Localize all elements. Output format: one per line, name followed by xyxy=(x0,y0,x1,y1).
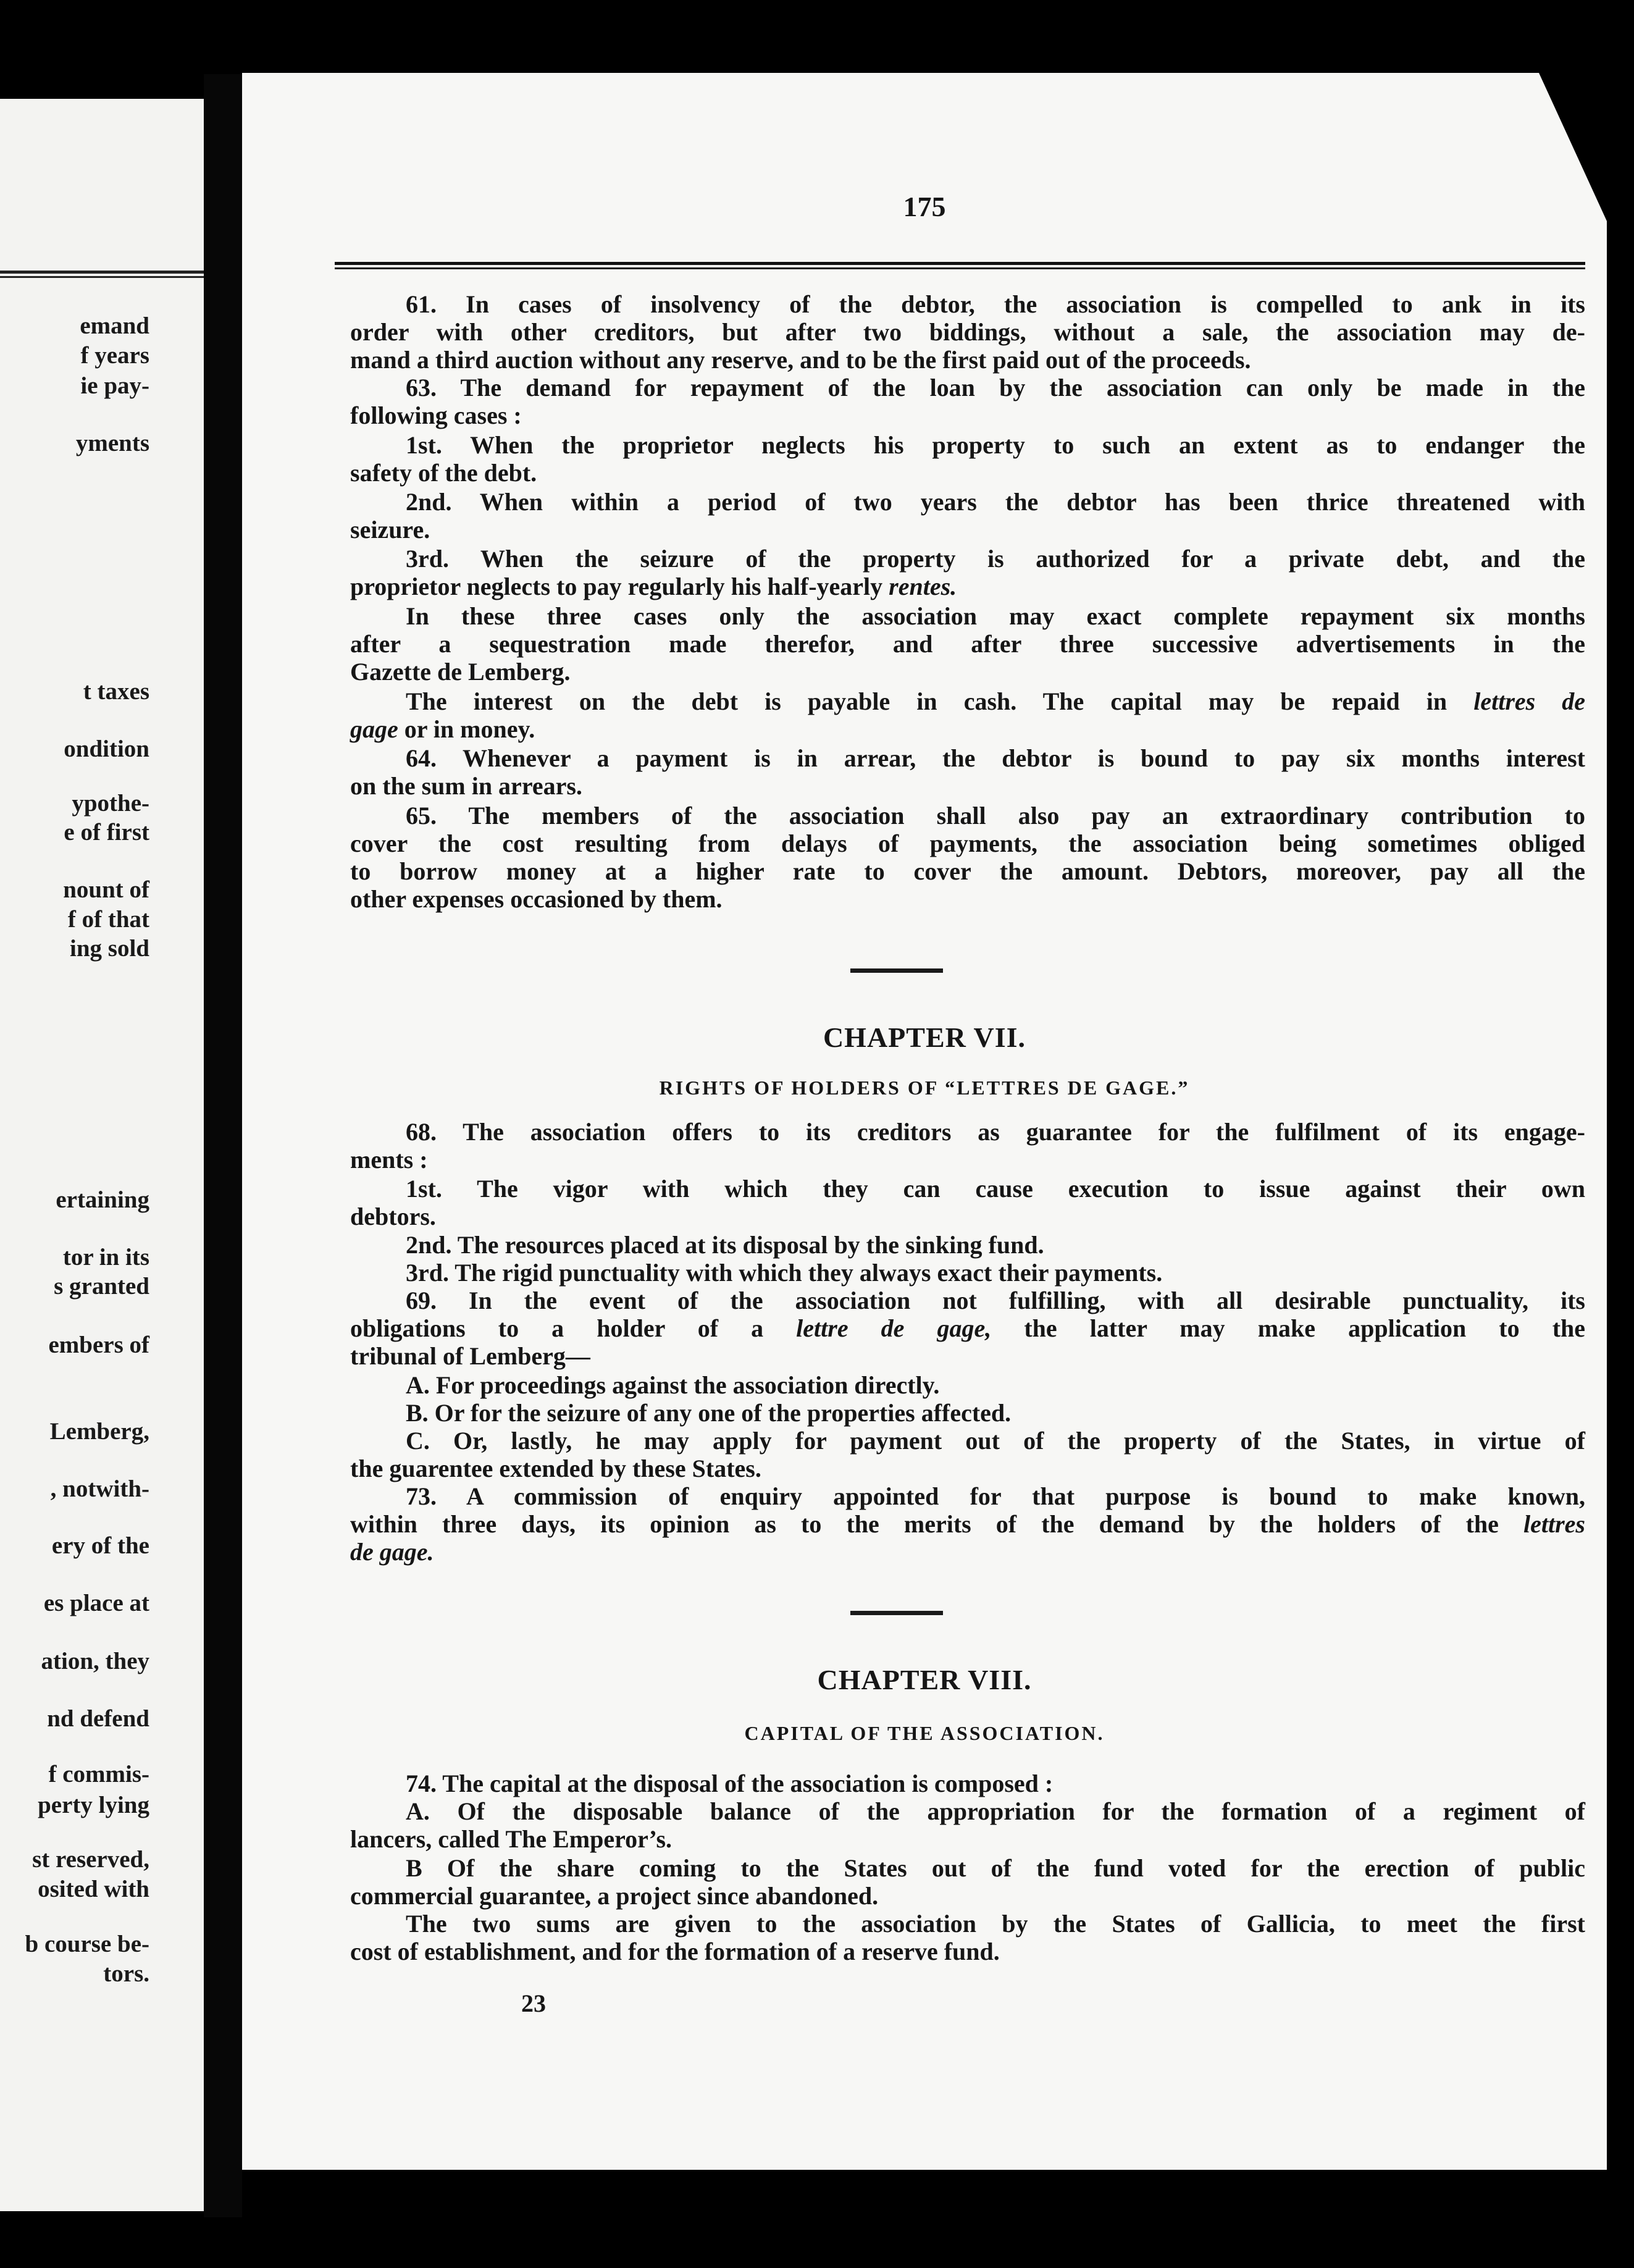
document-page xyxy=(242,73,1607,2170)
paragraph-68-line: ments : xyxy=(350,1146,428,1174)
lettres-term: lettres xyxy=(1523,1510,1585,1538)
fragment-line: f of that xyxy=(67,906,149,933)
option-c-line: C. Or, lastly, he may apply for payment out of the property of the States, in virtue of xyxy=(406,1427,1585,1455)
section-divider xyxy=(850,968,943,973)
fragment-line: ing sold xyxy=(70,935,149,962)
paragraph-64-line: on the sum in arrears. xyxy=(350,772,582,800)
section-divider xyxy=(850,1611,943,1615)
paragraph-69-text-end: the latter may make application to the xyxy=(1024,1314,1586,1342)
fragment-line: perty lying xyxy=(38,1792,149,1818)
paragraph-64-line: 64. Whenever a payment is in arrear, the debtor is bound to pay six months interest xyxy=(406,744,1585,772)
fragment-line: embers of xyxy=(48,1332,149,1358)
paragraph-interest-line xyxy=(406,686,1585,717)
fragment-line: b course be- xyxy=(25,1931,149,1957)
chapter-vii-title: CHAPTER VII. xyxy=(823,1022,1026,1053)
paragraph-65-line: to borrow money at a higher rate to cover the amount. Debtors, moreover, pay all the xyxy=(350,857,1585,885)
paragraph-cases-line: In these three cases only the association may exact complete repayment six months xyxy=(406,602,1585,630)
chapter-vii-subtitle: RIGHTS OF HOLDERS OF “LETTRES DE GAGE.” xyxy=(659,1077,1190,1099)
paragraph-sums-line: The two sums are given to the association by the States of Gallicia, to meet the first xyxy=(406,1910,1585,1938)
paragraph-73-text: within three days, its opinion as to the merits of the demand by the holders of the xyxy=(350,1510,1499,1538)
case-1st-line: safety of the debt. xyxy=(350,459,537,487)
capital-a-line: A. Of the disposable balance of the appropriation for the formation of a regiment of xyxy=(406,1797,1585,1825)
fragment-line: ypothe- xyxy=(72,790,149,817)
page-number: 175 xyxy=(903,191,946,222)
fragment-line: , notwith- xyxy=(50,1476,149,1502)
fragment-line: e of first xyxy=(64,819,149,846)
case-3rd-line xyxy=(350,571,1585,602)
guarantee-1st-line: debtors. xyxy=(350,1203,436,1230)
paragraph-73-line: 73. A commission of enquiry appointed for that purpose is bound to make known, xyxy=(406,1482,1585,1510)
left-header-rule-thin xyxy=(0,276,204,278)
paragraph-61-line: order with other creditors, but after two biddings, without a sale, the association may de- xyxy=(350,318,1585,346)
paragraph-74-line: 74. The capital at the disposal of the association is composed : xyxy=(406,1770,1054,1797)
paragraph-65-line: other expenses occasioned by them. xyxy=(350,885,723,913)
fragment-line: osited with xyxy=(38,1876,149,1902)
fragment-line: ertaining xyxy=(56,1186,149,1213)
paragraph-sums-line: cost of establishment, and for the formation of a reserve fund. xyxy=(350,1938,1000,1965)
paragraph-68-line: 68. The association offers to its creditors as guarantee for the fulfilment of its engage- xyxy=(406,1118,1585,1146)
paragraph-63-line: following cases : xyxy=(350,401,522,429)
fragment-line: tors. xyxy=(103,1960,149,1987)
paragraph-61-line: mand a third auction without any reserve, and to be the first paid out of the proceeds. xyxy=(350,346,1251,374)
fragment-line: ery of the xyxy=(51,1532,149,1559)
guarantee-2nd-line: 2nd. The resources placed at its disposal by the sinking fund. xyxy=(406,1231,1044,1259)
lettre-de-gage-term: lettre de gage, xyxy=(796,1314,992,1342)
fragment-line: tor in its xyxy=(62,1244,149,1270)
paragraph-63-line: 63. The demand for repayment of the loan by the association can only be made in the xyxy=(406,374,1585,401)
paragraph-61-line: 61. In cases of insolvency of the debtor, the association is compelled to ank in its xyxy=(406,290,1585,318)
paragraph-cases-line: after a sequestration made therefor, and after three successive advertisements in the xyxy=(350,630,1585,658)
rentes-term: rentes. xyxy=(889,573,957,600)
left-header-rule xyxy=(0,271,204,274)
fragment-line: es place at xyxy=(43,1590,149,1616)
fragment-line: Lemberg, xyxy=(49,1418,149,1445)
paragraph-65-line: 65. The members of the association shall also pay an extraordinary contribution to xyxy=(406,802,1585,830)
paragraph-69-line: tribunal of Lemberg— xyxy=(350,1342,590,1370)
header-rule-thin xyxy=(335,267,1585,269)
fragment-line: ie pay- xyxy=(80,372,149,399)
header-rule xyxy=(335,262,1585,265)
paragraph-73-line xyxy=(350,1537,1585,1568)
fragment-line: t taxes xyxy=(83,678,149,705)
fragment-line: ation, they xyxy=(41,1648,149,1674)
fragment-line: emand xyxy=(80,313,149,339)
fragment-line: f years xyxy=(80,342,149,369)
option-a-line: A. For proceedings against the association directly. xyxy=(406,1371,940,1399)
paragraph-69-line: 69. In the event of the association not fulfilling, with all desirable punctuality, its xyxy=(406,1287,1585,1314)
paragraph-69-line xyxy=(350,1313,1585,1344)
fragment-line: ondition xyxy=(64,736,149,762)
fragment-line: yments xyxy=(75,430,149,456)
chapter-viii-subtitle: CAPITAL OF THE ASSOCIATION. xyxy=(744,1722,1105,1744)
case-2nd-line: seizure. xyxy=(350,516,430,544)
signature-mark: 23 xyxy=(521,1989,546,2017)
fragment-line: f commis- xyxy=(48,1761,149,1787)
case-2nd-line: 2nd. When within a period of two years the debtor has been thrice threatened with xyxy=(406,488,1585,516)
paragraph-cases-line: Gazette de Lemberg. xyxy=(350,658,571,686)
case-3rd-text: proprietor neglects to pay regularly his half-yearly xyxy=(350,573,883,600)
paragraph-65-line: cover the cost resulting from delays of payments, the association being sometimes obliged xyxy=(350,830,1585,857)
case-1st-line: 1st. When the proprietor neglects his property to such an extent as to endanger the xyxy=(406,431,1585,459)
fragment-line: nd defend xyxy=(47,1705,149,1732)
book-gutter xyxy=(204,74,242,2217)
capital-b-line: commercial guarantee, a project since abandoned. xyxy=(350,1882,879,1910)
interest-text-end: or in money. xyxy=(404,715,535,743)
de-gage-term: de gage. xyxy=(350,1538,434,1566)
capital-a-line: lancers, called The Emperor’s. xyxy=(350,1825,672,1853)
interest-text: The interest on the debt is payable in cash. The capital may be repaid in xyxy=(406,687,1448,715)
fragment-line: st reserved, xyxy=(32,1846,149,1873)
guarantee-1st-line: 1st. The vigor with which they can cause execution to issue against their own xyxy=(406,1175,1585,1203)
previous-page-edge xyxy=(0,99,204,2211)
case-3rd-line: 3rd. When the seizure of the property is authorized for a private debt, and the xyxy=(406,545,1585,573)
lettres-de-term: lettres de xyxy=(1473,687,1586,715)
guarantee-3rd-line: 3rd. The rigid punctuality with which they always exact their payments. xyxy=(406,1259,1163,1287)
fragment-line: nount of xyxy=(63,876,149,903)
paragraph-69-text: obligations to a holder of a xyxy=(350,1314,764,1342)
fragment-line: s granted xyxy=(54,1273,149,1300)
paragraph-interest-line xyxy=(350,714,1585,745)
chapter-viii-title: CHAPTER VIII. xyxy=(817,1664,1032,1695)
paragraph-73-line xyxy=(350,1509,1585,1540)
gage-term: gage xyxy=(350,715,398,743)
option-c-line: the guarentee extended by these States. xyxy=(350,1455,761,1482)
option-b-line: B. Or for the seizure of any one of the properties affected. xyxy=(406,1399,1012,1427)
capital-b-line: B Of the share coming to the States out of the fund voted for the erection of public xyxy=(406,1854,1585,1882)
